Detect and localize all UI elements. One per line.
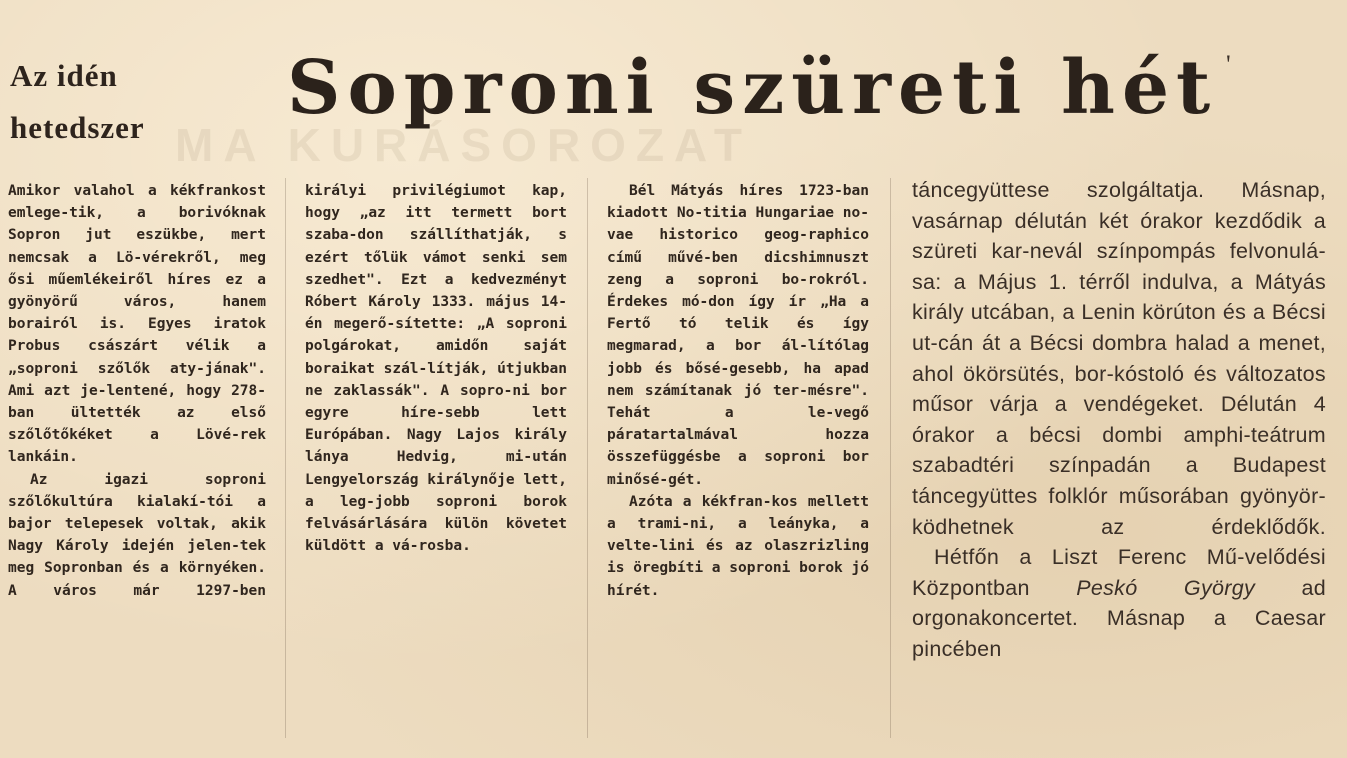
article-headline: Soproni szüreti hét: [287, 45, 1218, 131]
article-column-4: [912, 175, 1326, 665]
article-column-3: [607, 180, 869, 602]
kicker-line-2: hetedszer: [10, 110, 145, 145]
column-paragraph: Azóta a kékfran-kos mellett a trami-ni, a leányka, a velte-lini és az olaszrizling is öregbíti a soproni borok jó hírét.: [607, 493, 869, 599]
article-column-1: [8, 180, 266, 602]
kicker-line-1: Az idén: [10, 58, 118, 93]
column-paragraph: [912, 542, 1326, 664]
column-rule: [890, 178, 891, 738]
performer-name: Peskó György: [1076, 575, 1256, 600]
column-paragraph: Amikor valahol a kékfrankost emlege-tik, a borivóknak Sopron jut eszükbe, mert nemcsak a Lö-vérekről, meg ősi műemlékeiről híres ez a gyönyörű város, hanem borairól is. Egyes iratok Probus császárt vélik a „soproni szőlők aty-jának". Ami azt je-lentené, hogy 278-ban ültették az első szőlőtőkéket a Lövé-rek lankáin.: [8, 183, 266, 466]
paragraph-text: ad orgonakoncertet. Másnap a Caesar pincében: [912, 575, 1326, 661]
column-paragraph: táncegyüttese szolgáltatja. Másnap, vasárnap délután két órakor kezdődik a szüreti kar-nevál színpompás felvonulá-sa: a Május 1. térről indulva, a Mátyás király utcában, a Lenin körúton és a Bécsi ut-cán át a Bécsi dombra halad a menet, ahol ökörsütés, bor-kóstoló és változatos műsor várja a vendégeket. Délután 4 órakor a bécsi dombi amphi-teátrum szabadtéri színpadán a Budapest táncegyüttes folklór műsorában gyönyör-ködhetnek az érdeklődők.: [912, 178, 1326, 539]
column-paragraph: Az igazi soproni szőlőkultúra kialakí-tói a bajor telepesek voltak, akik Nagy Károly idején jelen-tek meg Sopronban és a környéken. A város már 1297-ben: [8, 471, 266, 599]
column-paragraph: királyi privilégiumot kap, hogy „az itt termett bort szaba-don szállíthatják, s ezért tőlük vámot senki sem szedhet". Ezt a kedvezményt Róbert Károly 1333. május 14-én megerő-sítette: „A soproni polgárokat, amidőn saját boraikat szál-lítják, útjukban ne zaklassák". A sopro-ni bor egyre híre-sebb lett Európában. Nagy Lajos király lánya Hedvig, mi-után Lengyelország királynője lett, a leg-jobb soproni borok felvásárlására külön követet küldött a vá-rosba.: [305, 183, 567, 555]
column-rule: [285, 178, 286, 738]
print-mark: ': [1226, 50, 1231, 79]
column-paragraph: Bél Mátyás híres 1723-ban kiadott No-titia Hungariae no-vae historico geog-raphico című művé-ben dicshimnuszt zeng a soproni bo-rokról. Érdekes mó-don így ír „Ha a Fertő tó telik és így megmarad, a bor ál-lítólag jobb és bősé-gesebb, ha apad nem számítanak jó ter-mésre". Tehát a le-vegő páratartalmával hozza összefüggésbe a soproni bor minősé-gét.: [607, 183, 869, 488]
column-rule: [587, 178, 588, 738]
article-column-2: [305, 180, 567, 557]
bleed-through-text: MA KURÁSOROZAT: [175, 119, 752, 171]
article-kicker: [10, 50, 240, 154]
paragraph-text: Hétfőn a Liszt Ferenc Mű-velődési Központban: [912, 545, 1326, 600]
